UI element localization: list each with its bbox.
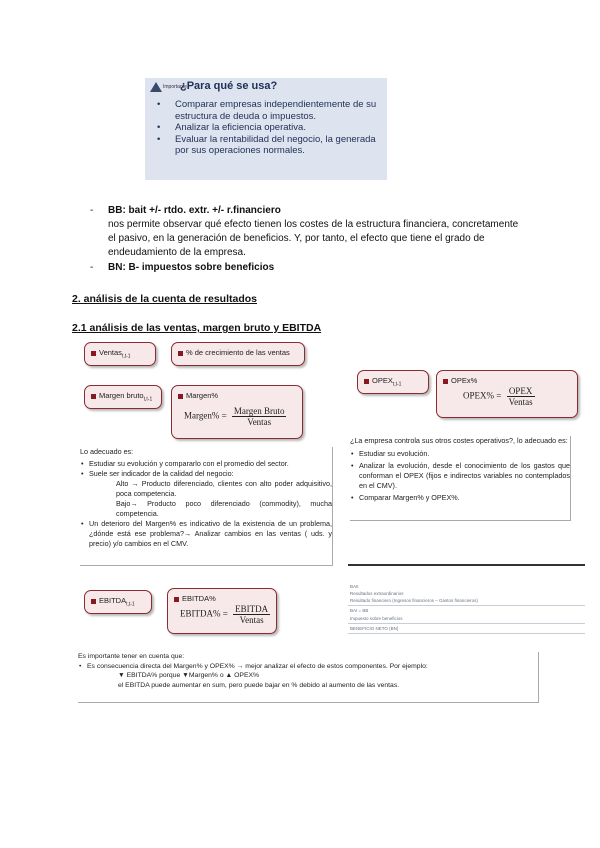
ebitda-notes-box xyxy=(78,652,539,703)
opex-notes-box xyxy=(350,436,571,521)
ebitda-sub-item: ▼ EBITDA% porque ▼Margen% o ▲ OPEX% xyxy=(118,672,260,679)
table-divider xyxy=(348,633,585,634)
importance-item: • Analizar la eficiencia operativa. xyxy=(157,122,382,134)
margen-notes-box xyxy=(80,447,333,566)
crecimiento-label: % de crecimiento de las ventas xyxy=(186,348,290,357)
bn-bullet: - xyxy=(90,262,94,273)
square-bullet-icon xyxy=(91,394,96,399)
formula-numerator: EBITDA xyxy=(235,604,269,614)
ebitda-pct-label: EBITDA% xyxy=(182,594,216,603)
table-row: Impuesto sobre beneficios xyxy=(350,616,403,621)
opex-question: ¿La empresa controla sus otros costes operativos?, lo adecuado es: xyxy=(350,436,568,445)
opex-pill xyxy=(357,370,429,394)
opex-label: OPEX xyxy=(372,376,393,385)
ebitda-pill xyxy=(84,590,152,614)
formula-lhs: Margen% = xyxy=(184,410,227,421)
formula-numerator: OPEX xyxy=(507,386,535,397)
bb-bullet: - xyxy=(90,205,94,216)
section-2-1-title: 2.1 análisis de las ventas, margen bruto y EBITDA xyxy=(72,322,322,334)
opex-item: • Analizar la evolución, desde el conocimiento de los gastos que conforman el OPEX (fijos e indirectos variables no contemplados en el CMV). xyxy=(350,461,570,491)
notes-alto: Alto → Producto diferenciado, clientes con alto poder adquisitivo, poca competencia. xyxy=(116,479,332,498)
table-row: BAI = BB xyxy=(350,608,369,613)
bb-title: BB: bait +/- rtdo. extr. +/- r.financiero xyxy=(108,205,281,216)
square-bullet-icon xyxy=(91,599,96,604)
table-row: Resultados extraordinarios xyxy=(350,591,404,596)
notes-item: • Suele ser indicador de la calidad del negocio: xyxy=(80,469,332,479)
ventas-label: Ventas xyxy=(99,348,122,357)
table-row: BAII xyxy=(350,584,359,589)
opex-sub: t,t-1 xyxy=(392,381,402,388)
ebitda-label: EBITDA xyxy=(99,596,127,605)
opex-pct-pill xyxy=(436,370,578,418)
formula-denominator: Ventas xyxy=(247,417,272,427)
ebitda-note-item: • Es consecuencia directa del Margen% y OPEX% → mejor analizar el efecto de estos componentes. Por ejemplo: xyxy=(78,662,538,672)
bn-title: BN: B- impuestos sobre beneficios xyxy=(108,262,275,273)
ventas-pill xyxy=(84,342,156,366)
importance-item: • Comparar empresas independientemente de su estructura de deuda o impuestos. xyxy=(157,99,382,122)
square-bullet-icon xyxy=(178,351,183,356)
notes-bajo: Bajo→ Producto poco diferenciado (commodity), mucha competencia. xyxy=(116,499,332,518)
section-2-title: 2. análisis de la cuenta de resultados xyxy=(72,293,257,305)
ebitda-note-title: Es importante tener en cuenta que: xyxy=(78,653,185,660)
importance-item: • Evaluar la rentabilidad del negocio, la generada por sus operaciones normales. xyxy=(157,134,382,157)
ebitda-sub: t,t-1 xyxy=(126,601,135,608)
margen-formula xyxy=(184,406,286,427)
bb-text: nos permite observar qué efecto tienen los costes de la estructura financiera, concretamente el pasivo, en la generación de beneficios. Y, por tanto, el efecto que tiene el grado de endeudamiento de la empresa. xyxy=(108,219,519,258)
square-bullet-icon xyxy=(91,351,96,356)
table-top-rule xyxy=(348,564,585,566)
formula-denominator: Ventas xyxy=(508,397,533,407)
margen-bruto-sub: t,t-1 xyxy=(143,396,153,403)
opex-item: • Comparar Margen% y OPEX%. xyxy=(350,493,570,503)
square-bullet-icon xyxy=(364,379,369,384)
notes-title: Lo adecuado es: xyxy=(80,447,134,456)
formula-numerator: Margen Bruto xyxy=(233,406,285,416)
importance-tag: Importante xyxy=(163,84,187,90)
formula-lhs: EBITDA% = xyxy=(180,608,228,619)
ebitda-formula xyxy=(180,604,270,625)
margen-bruto-label: Margen bruto xyxy=(99,391,144,400)
importance-list xyxy=(157,99,382,157)
ebitda-pct-pill xyxy=(167,588,277,634)
square-bullet-icon xyxy=(443,379,448,384)
formula-denominator: Ventas xyxy=(239,615,264,625)
table-divider xyxy=(348,623,585,624)
opex-pct-label: OPEx% xyxy=(451,376,478,385)
notes-item: • Estudiar su evolución y compararlo con el promedio del sector. xyxy=(80,459,332,469)
margen-pct-label: Margen% xyxy=(186,391,219,400)
notes-item: • Un deterioro del Margen% es indicativo de la existencia de un problema, ¿dónde está ese problema?→ Analizar cambios en las ventas ( uds. y precio) y/o cambios en el CMV. xyxy=(80,519,332,549)
ebitda-sub-item: el EBITDA puede aumentar en sum, pero puede bajar en % debido al aumento de las ventas. xyxy=(118,681,400,689)
warning-icon xyxy=(150,82,162,92)
margen-bruto-pill xyxy=(84,385,162,409)
crecimiento-pill xyxy=(171,342,305,366)
opex-item: • Estudiar su evolución. xyxy=(350,449,570,459)
table-row: BENEFICIO NETO (BN) xyxy=(350,626,399,631)
opex-formula xyxy=(463,386,535,407)
table-row: Resultado financiero (Ingresos financieros – Gastos financieros) xyxy=(350,598,478,603)
table-divider xyxy=(348,605,585,606)
ventas-sub: t,t-1 xyxy=(121,353,131,360)
formula-lhs: OPEX% = xyxy=(463,390,502,401)
square-bullet-icon xyxy=(178,394,183,399)
margen-pct-pill xyxy=(171,385,303,439)
square-bullet-icon xyxy=(174,597,179,602)
importance-title: ¿Para qué se usa? xyxy=(180,80,278,92)
